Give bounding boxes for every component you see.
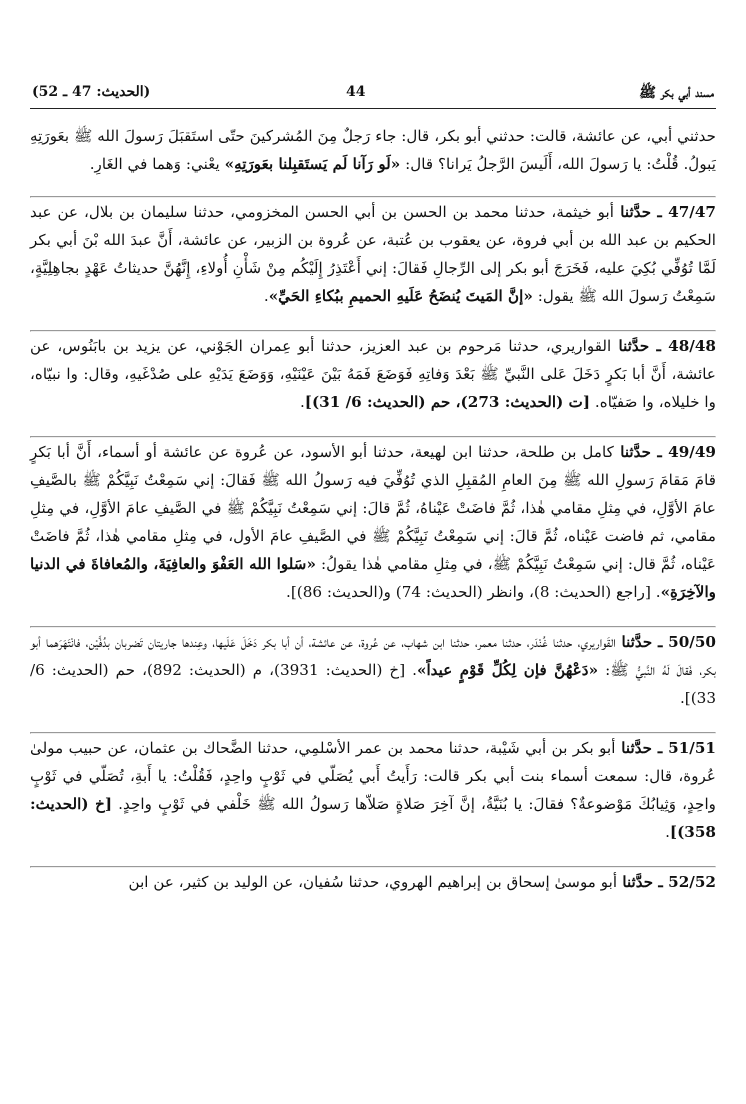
hadith-tail: . [راجع (الحديث: 8)، وانظر (الحديث: 74) و(الحديث: 86)]. [286, 583, 661, 601]
hadith-number: 47/47 [668, 203, 716, 221]
hadith-reference: [خ (الحديث: 358)] [30, 795, 716, 841]
hadith-range: (الحديث: 47 ـ 52) [32, 84, 151, 100]
hadith-number: 48/48 [668, 337, 716, 355]
hadith-text: أبو خيثمة، حدثنا محمد بن الحسن بن أبي الحسن المخزومي، حدثنا سليمان بن بلال، عن عبد الحكيم بن عبد الله بن أبي فروة، عن يعقوب بن عُتبة، عن عُروة بن الزبير، عن عائشة، أَنَّ عبدَ الله بْنَ أبي بكر لَمَّا تُوُفِّي بُكِيَ عليه، فَخَرَجَ أبو بكر إلى الرِّجالِ فَقالَ: إني أَعْتَذِرُ إِلَيْكُم مِنْ شَأْنِ أُولاءِ، إِنَّهُنَّ حديثاتُ عَهْدٍ بجاهِلِيَّةٍ، سَمِعْتُ رَسولَ الله ﷺ يقول: [30, 203, 716, 305]
prophet-quote: «سَلوا الله العَفْوَ والعافِيَةَ، والمُعافاةَ في الدنيا والآخِرَةِ» [30, 555, 716, 601]
prophet-quote: «لَو رَآنا لَم يَستَقبِلنا بعَورَتِهِ» [224, 155, 401, 173]
hadith-number: 50/50 [668, 633, 716, 651]
hadith-49 [30, 438, 716, 606]
hadith-50 [30, 628, 716, 712]
hadith-lead: ـ حدَّثنا [615, 739, 669, 757]
hadith-text: كامل بن طلحة، حدثنا ابن لهيعة، حدثنا أبو الأسود، عن عُروة عن عائشة أو أسماء، أَنَّ أبا بَكرٍ قامَ مَقامَ رَسولِ الله ﷺ مِنَ العامِ المُقبِلِ الذي تُوُفِّيَ فيه رَسولُ الله ﷺ فَقالَ: إني سَمِعْتُ نَبِيَّكُمْ ﷺ بالصَّيفِ عامَ الأوَّلِ، في مِثلِ مقامي هٰذا، ثُمَّ فاضَتْ عَيْناهُ، ثُمَّ قالَ: إني سَمِعْتُ نَبِيَّكُمْ ﷺ في الصَّيفِ عامَ الأوَّلِ، في مِثلِ مقامي، ثم فاضت عَيْناه، ثُمَّ قالَ: إني سَمِعْتُ نَبِيَّكُمْ ﷺ في الصَّيفِ عامَ الأول، في مِثلِ مقامي هٰذا، ثُمَّ فاضَتْ عَيْناه، ثُمَّ قال: إني سَمِعْتُ نَبِيَّكُمْ ﷺ، في مِثلِ مقامي هٰذا يقولُ: [30, 443, 716, 573]
page-header [30, 78, 716, 109]
paragraph-text: حدثني أبي، عن عائشة، قالت: حدثني أبو بكر، قال: جاء رَجلٌ مِنَ المُشركينَ حتّى استَقبَلَ رَسولَ الله ﷺ بعَورَتِهِ يَبولُ. قُلْتُ: يا رَسولَ الله، أَلَيسَ الرَّجلُ يَرانا؟ قال: [30, 127, 716, 173]
hadith-text: أبو موسىٰ إسحاق بن إبراهيم الهروي، حدثنا سُفيان، عن الوليد بن كثير، عن ابن [128, 873, 618, 891]
hadith-lead: ـ حدَّثنا [615, 633, 669, 651]
hadith-lead: ـ حدَّثنا [613, 443, 669, 461]
prophet-quote: «إنَّ المَيتَ يُنضَحُ عَلَيهِ الحميمِ ببُكاءِ الحَيِّ» [268, 287, 533, 305]
hadith-text: أبو بكر بن أبي شَيْبة، حدثنا محمد بن عمر الأسْلمِي، حدثنا الضَّحاك بن عثمان، عن حبيب مولىٰ عُروة، قال: سمعت أسماء بنت أبي بكر قالت: رَأَيتُ أَبي يُصَلّي في ثَوْبٍ واحِدٍ، فَقُلْتُ: يا أَبةِ، تُصَلّي في ثَوْبٍ واحِدٍ، وَثِيابُكَ مَوْضوعةٌ؟ فقالَ: يا بُنَيَّةُ، إنَّ آخِرَ صَلاةٍ صَلاّها رَسولُ الله ﷺ خَلْفي في ثَوْبٍ واحِدٍ. [30, 739, 716, 813]
prophet-quote: «دَعْهُنَّ فإن لِكُلِّ قَوْمٍ عيداً» [416, 661, 599, 679]
page-number: 44 [346, 84, 366, 100]
paragraph [30, 122, 716, 178]
hadith-text: القَواريري، حدثنا غُنْدَر، حدثنا معمر، حدثنا ابن شهاب، عن عُروة، عن عائشة، أن أبا بكر دَخَلَ عَلَيها، وعِندها جاريتان تَضربان بدُفَّيْن، فانْتَهَرَهما أبو بكر، فَقالَ لَهُ النَّبيُّ ﷺ: [30, 633, 716, 679]
hadith-52 [30, 868, 716, 896]
hadith-reference: [ت (الحديث: 273)، حم (الحديث: 6/ 31)] [304, 393, 591, 411]
hadith-48 [30, 332, 716, 416]
hadith-tail: . [299, 393, 305, 411]
paragraph-tail: يعْني: وَهما في الغَارِ. [89, 155, 225, 173]
hadith-47 [30, 198, 716, 310]
hadith-text: القواريري، حدثنا مَرحوم بن عبد العزيز، حدثنا أبو عِمران الجَوْني، عن يزيد بن بابَنُوس، عن عائشة، أَنَّ أبا بَكرٍ دَخَلَ عَلى النَّبيِّ ﷺ بَعْدَ وَفاتِهِ فَوَضَعَ فَمَهُ بَيْنَ عَيْنَيْهِ، وَوَضَعَ يَدَيْهِ على صُدْغَيهِ، وقال: وا نبيّاه، وا خليلاه، وا صَفيّاه. [30, 337, 716, 411]
hadith-lead: ـ حدَّثنا [617, 873, 669, 891]
hadith-tail: . [665, 823, 670, 841]
hadith-number: 51/51 [668, 739, 716, 757]
book-title: مسند أبي بكر ﷺ [639, 85, 714, 101]
hadith-tail: . [خ (الحديث: 3931)، م (الحديث: 892)، حم (الحديث: 6/ 33)]. [30, 661, 716, 707]
hadith-lead: ـ حدَّثنا [613, 203, 669, 221]
hadith-tail: . [263, 287, 269, 305]
hadith-number: 49/49 [668, 443, 716, 461]
page-body [30, 122, 716, 916]
hadith-51 [30, 734, 716, 846]
hadith-number: 52/52 [668, 873, 716, 891]
hadith-lead: ـ حدَّثنا [611, 337, 669, 355]
